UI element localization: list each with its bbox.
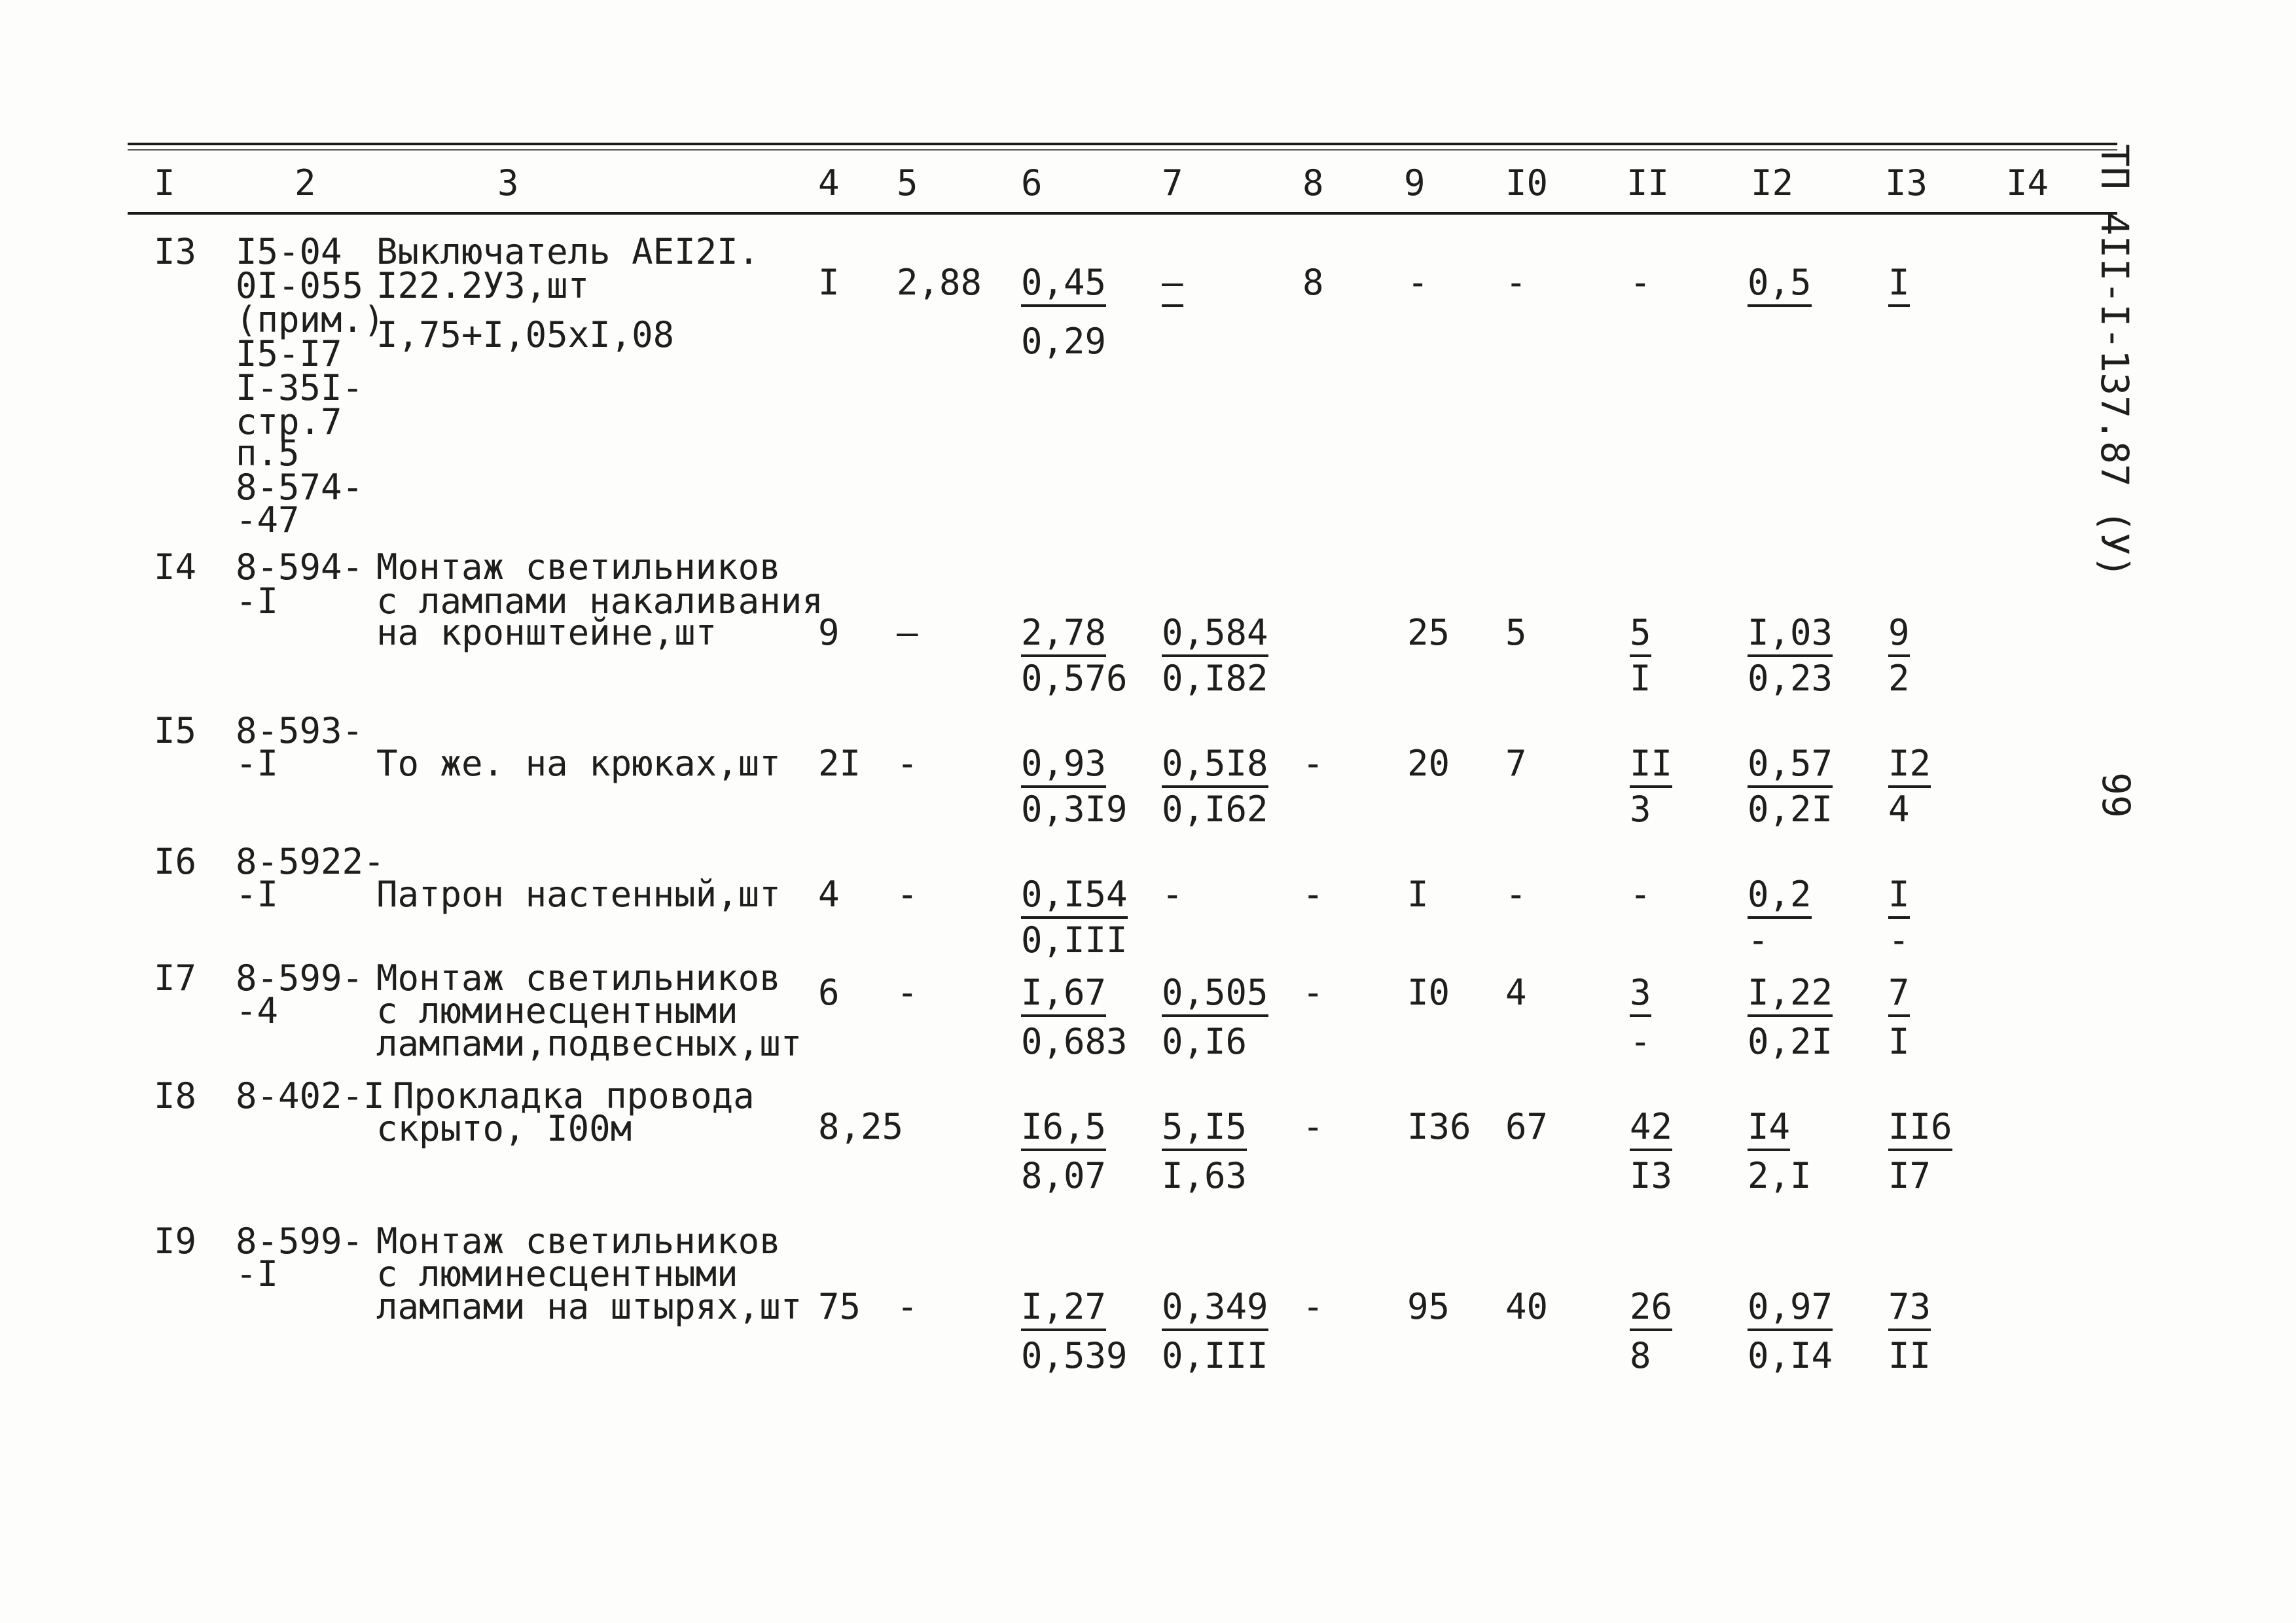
work-description: Монтаж светильников (376, 546, 781, 588)
cell-col4: 6 (818, 972, 840, 1013)
cell-col11-bottom: 8 (1630, 1335, 1651, 1376)
cell-col6-top: I,67 (1021, 975, 1106, 1017)
cell-col10: 5 (1505, 612, 1527, 653)
cell-col11-top: II (1630, 746, 1672, 788)
top-rule (128, 143, 2117, 145)
norm-code-line: стр.7 (236, 401, 342, 442)
cell-col7-top: 5,I5 (1162, 1109, 1247, 1151)
cell-col13-bottom: 2 (1888, 658, 1910, 699)
col-header-9: 9 (1404, 162, 1426, 204)
col-header-10: I0 (1505, 162, 1549, 204)
cell-col11-top: 26 (1630, 1289, 1672, 1331)
cell-col6-top: 0,93 (1021, 746, 1106, 788)
row-number: I8 (154, 1075, 197, 1116)
norm-code-line: 8-599- (236, 957, 364, 999)
cell-col6-bottom: 0,III (1021, 919, 1128, 961)
cell-col11-top: 5 (1630, 615, 1651, 657)
cell-col12-top: I,03 (1748, 615, 1833, 657)
cell-col6-bottom: 0,3I9 (1021, 789, 1128, 830)
cell-col5: - (897, 1286, 918, 1327)
work-description: лампами,подвесных,шт (376, 1023, 802, 1064)
cell-col7-bottom: 0,I6 (1162, 1021, 1247, 1062)
work-description: I22.2УЗ,шт (376, 265, 590, 306)
cell-col12-top: 0,57 (1748, 746, 1833, 788)
col-header-8: 8 (1302, 162, 1324, 204)
cell-col9: I (1407, 874, 1429, 915)
work-description: Патрон настенный,шт (376, 874, 781, 915)
cell-col13-top: I (1888, 877, 1910, 919)
cell-col9: 25 (1407, 612, 1450, 653)
cell-col13-top: II6 (1888, 1109, 1952, 1151)
cell-col7-top: – (1162, 265, 1183, 307)
cell-col7: - (1162, 874, 1183, 915)
row-number: I6 (154, 841, 197, 882)
work-description: Прокладка провода (393, 1075, 755, 1116)
col-header-4: 4 (818, 162, 840, 204)
cell-col9: - (1407, 262, 1429, 303)
cell-col8: 8 (1302, 262, 1324, 303)
cell-col5: 2,88 (897, 262, 982, 303)
work-description: Монтаж светильников (376, 1221, 781, 1262)
work-description: Выключатель АЕI2I. (376, 231, 760, 272)
cell-col4: 8,25 (818, 1106, 904, 1147)
col-header-6: 6 (1021, 162, 1043, 204)
cell-col12-bottom: - (1748, 919, 1769, 961)
cell-col7-top: 0,349 (1162, 1289, 1268, 1331)
norm-code-line: п.5 (236, 433, 300, 474)
cell-col10: 40 (1505, 1286, 1549, 1327)
cell-col13-top: 73 (1888, 1289, 1931, 1331)
cell-col6-top: 0,45 (1021, 265, 1106, 307)
cell-col5: - (897, 743, 918, 784)
page-number: 99 (2094, 772, 2138, 818)
cell-col12-top: 0,5 (1748, 265, 1812, 307)
row-number: I3 (154, 231, 197, 272)
cell-col6-top: 2,78 (1021, 615, 1106, 657)
cell-col4: 2I (818, 743, 861, 784)
work-description: с люминесцентными (376, 990, 738, 1031)
norm-code-line: -I (236, 874, 279, 915)
col-header-5: 5 (897, 162, 918, 204)
cell-col11: - (1630, 874, 1651, 915)
cell-col5: – (897, 612, 918, 653)
cell-col12-bottom: 2,I (1748, 1155, 1812, 1196)
cell-col12-bottom: 0,23 (1748, 658, 1833, 699)
norm-code-line: (прим.) (236, 299, 385, 340)
cell-col7-bottom: 0,I82 (1162, 658, 1268, 699)
cell-col12-top: 0,97 (1748, 1289, 1833, 1331)
cell-col8: - (1302, 972, 1324, 1013)
cell-col11-bottom: I3 (1630, 1155, 1673, 1196)
norm-code-line: 8-593- (236, 710, 364, 751)
cell-col5: - (897, 972, 918, 1013)
work-description: лампами на штырях,шт (376, 1286, 802, 1327)
cell-col10: 4 (1505, 972, 1527, 1013)
cell-col7-bottom: 0,I62 (1162, 789, 1268, 830)
cell-col13-bottom: 4 (1888, 789, 1910, 830)
norm-code-line: -47 (236, 499, 300, 541)
cell-col13-bottom: I7 (1888, 1155, 1931, 1196)
work-description: с лампами накаливания (376, 580, 823, 622)
cell-col4: 9 (818, 612, 840, 653)
cell-col11-bottom: - (1630, 1021, 1651, 1062)
norm-code-line: -I (236, 743, 279, 784)
cell-col6-bottom: 8,07 (1021, 1155, 1107, 1196)
header-rule (128, 212, 2117, 215)
cell-col11-top: 42 (1630, 1109, 1672, 1151)
cell-col4: 4 (818, 874, 840, 915)
cell-col12-top: 0,2 (1748, 877, 1812, 919)
cell-col9: 95 (1407, 1286, 1450, 1327)
norm-code-line: -I (236, 580, 279, 622)
cell-col13-bottom: II (1888, 1335, 1931, 1376)
cell-col12-bottom: 0,I4 (1748, 1335, 1833, 1376)
cell-col6-bottom: 0,539 (1021, 1335, 1128, 1376)
cell-col7-top: 0,584 (1162, 615, 1268, 657)
cell-col13-bottom: I (1888, 1021, 1910, 1062)
cell-col10: 67 (1505, 1106, 1549, 1147)
cell-col7-top: 0,5I8 (1162, 746, 1268, 788)
cell-col9: 20 (1407, 743, 1450, 784)
norm-code-line: 8-402-I (236, 1075, 385, 1116)
col-header-1: I (154, 162, 175, 204)
norm-code-line: 8-574- (236, 467, 364, 508)
cell-col13-bottom: - (1888, 919, 1910, 961)
cell-col4: 75 (818, 1286, 861, 1327)
cell-col13-top: 9 (1888, 615, 1910, 657)
cell-col11: - (1630, 262, 1651, 303)
norm-code-line: -4 (236, 990, 279, 1031)
work-description: Монтаж светильников (376, 957, 781, 999)
work-description: То же. на крюках,шт (376, 743, 781, 784)
cell-col7-bottom: 0,III (1162, 1335, 1268, 1376)
cell-col7-bottom: I,63 (1162, 1155, 1247, 1196)
cell-col13-top: 7 (1888, 975, 1910, 1017)
cell-col11-top: 3 (1630, 975, 1651, 1017)
row-number: I5 (154, 710, 197, 751)
col-header-3: 3 (497, 162, 519, 204)
cell-col12-bottom: 0,2I (1748, 789, 1833, 830)
cell-col6-top: I6,5 (1021, 1109, 1106, 1151)
cell-col7-top: 0,505 (1162, 975, 1268, 1017)
work-description: I,75+I,05xI,08 (376, 314, 675, 355)
norm-code-line: 0I-055 (236, 265, 364, 306)
row-number: I9 (154, 1221, 197, 1262)
cell-col12-bottom: 0,2I (1748, 1021, 1833, 1062)
cell-col8: - (1302, 1286, 1324, 1327)
work-description: с люминесцентными (376, 1253, 738, 1294)
work-description: на кронштейне,шт (376, 612, 717, 653)
norm-code-line: 8-5922- (236, 841, 385, 882)
cell-col12-top: I4 (1748, 1109, 1790, 1151)
cell-col11-bottom: 3 (1630, 789, 1651, 830)
top-rule-thin (128, 149, 2117, 151)
col-header-7: 7 (1162, 162, 1183, 204)
cell-col10: - (1505, 262, 1527, 303)
cell-col10: 7 (1505, 743, 1527, 784)
cell-col13-top: I (1888, 265, 1910, 307)
cell-col12-top: I,22 (1748, 975, 1833, 1017)
cell-col4: I (818, 262, 840, 303)
cell-col9: I0 (1407, 972, 1450, 1013)
norm-code-line: 8-599- (236, 1221, 364, 1262)
col-header-11: II (1626, 162, 1670, 204)
cell-col13-top: I2 (1888, 746, 1931, 788)
cell-col8: - (1302, 743, 1324, 784)
cell-col6-top: I,27 (1021, 1289, 1106, 1331)
cell-col6-bottom: 0,576 (1021, 658, 1128, 699)
norm-code-line: I5-04 (236, 231, 342, 272)
cell-col6-bottom: 0,29 (1021, 321, 1107, 362)
norm-code-line: 8-594- (236, 546, 364, 588)
cell-col5: - (897, 874, 918, 915)
cell-col8: - (1302, 874, 1324, 915)
col-header-2: 2 (295, 162, 316, 204)
cell-col9: I36 (1407, 1106, 1471, 1147)
norm-code-line: I-35I- (236, 367, 364, 408)
col-header-14: I4 (2006, 162, 2049, 204)
col-header-13: I3 (1885, 162, 1928, 204)
cell-col6-top: 0,I54 (1021, 877, 1128, 919)
col-header-12: I2 (1751, 162, 1794, 204)
row-number: I4 (154, 546, 197, 588)
work-description: скрыто, I00м (376, 1108, 632, 1149)
cell-col10: - (1505, 874, 1527, 915)
cell-col8: - (1302, 1106, 1324, 1147)
cell-col6-bottom: 0,683 (1021, 1021, 1128, 1062)
cell-col11-bottom: I (1630, 658, 1651, 699)
row-number: I7 (154, 957, 197, 999)
norm-code-line: -I (236, 1253, 279, 1294)
document-code: ТП 4II-I-137.87 (У) (2092, 144, 2137, 579)
norm-code-line: I5-I7 (236, 333, 342, 374)
